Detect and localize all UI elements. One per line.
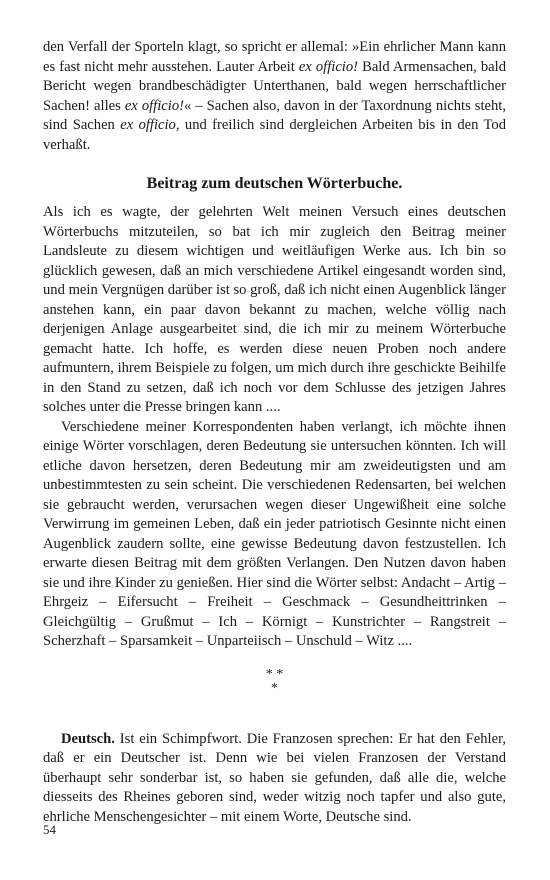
intro-italic-phrase: ex officio, <box>120 117 180 133</box>
dictionary-entry <box>43 730 506 828</box>
separator-stars-bottom: * <box>271 680 278 696</box>
intro-text-run: Bald Armensachen, bald Bericht wegen brandbeschädigter Unterthanen, bald wegen herrschaftlicher Sachen! alles <box>43 58 506 114</box>
intro-text-run: den Verfall der Sporteln klagt, so spricht er allemal: »Ein ehrlicher Mann kann es fast nicht mehr ausstehen. Lauter Arbeit <box>43 39 506 75</box>
body-paragraph-2: Verschiedene meiner Korrespondenten haben verlangt, ich möchte ihnen einige Wörter vorschlagen, deren Bedeutung sie untersuchen könnten. Ich will etliche davon hersetzen, deren Bedeutung mir am zweideutigsten und am unbestimmtesten zu sein scheint. Die verschiedenen Redensarten, bei welchen sie gebraucht werden, verursachen wegen dieser Ungewißheit eine solche Verwirrung im gemeinen Leben, daß ein jeder patriotisch Gesinnte nicht einen Augenblick zaudern sollte, eine gewisse Bedeutung davon festzustellen. Ich erwarte diesen Beitrag mit dem größten Verlangen. Den Nutzen davon haben sie und ihre Kinder zu genießen. Hier sind die Wörter selbst: Andacht – Artig – Ehrgeiz – Eifersucht – Freiheit – Geschmack – Gesundheittrinken – Gleichgültig – Grußmut – Ich – Körnigt – Kunstrichter – Rangstreit – Scherzhaft – Sparsamkeit – Unparteiisch – Unschuld – Witz .... <box>43 418 506 649</box>
entry-term: Deutsch. <box>61 730 115 747</box>
intro-italic-phrase: ex officio! <box>298 58 359 75</box>
intro-italic-phrase: ex officio! <box>124 97 184 114</box>
intro-paragraph <box>43 38 506 155</box>
intro-text-run: « – Sachen also, davon in der Taxordnung nichts steht, sind Sachen <box>43 97 506 133</box>
entry-text: Ist ein Schimpfwort. Die Franzosen sprechen: Er hat den Fehler, daß er ein Deutscher ist. Denn wie bei vielen Franzosen der Verstand überhaupt sehr sonderbar ist, so haben sie gefunden, daß alle die, welche diesseits des Rheines geboren sind, weder witzig noch tapfer und also gute, ehrliche Menschengesichter – mit einem Worte, Deutsche sind. <box>43 730 506 825</box>
intro-text-run: und freilich sind dergleichen Arbeiten bis in den Tod verhaßt. <box>43 117 506 153</box>
page-content <box>43 38 506 827</box>
section-title: Beitrag zum deutschen Wörterbuche. <box>146 175 403 192</box>
separator-stars-top: * * <box>265 666 284 682</box>
page-number: 54 <box>43 822 56 837</box>
body-paragraph-1: Als ich es wagte, der gelehrten Welt meinen Versuch eines deutschen Wörterbuchs mitzuteilen, so bat ich mir zugleich den Beitrag meiner Landsleute zu diesem wichtigen und weitläufigen Werke aus. Ich bin so glücklich gewesen, daß an mich verschiedene Artikel eingesandt worden sind, und mein Vergnügen darüber ist so groß, daß ich nicht einen Augenblick länger anstehen kann, ein paar davon bekannt zu machen, welche völlig nach derjenigen Anlage ausgearbeitet sind, die ich mir zu meinem Wörterbuche gemacht hatte. Ich hoffe, es werden diese neuen Proben noch andere aufmuntern, ihrem Beispiele zu folgen, um mich durch ihre geschickte Beihilfe in den Stand zu setzen, daß ich noch vor dem Schlusse des jetzigen Jahres solches unter die Presse bringen kann .... <box>43 204 506 415</box>
separator-gap <box>43 696 506 730</box>
